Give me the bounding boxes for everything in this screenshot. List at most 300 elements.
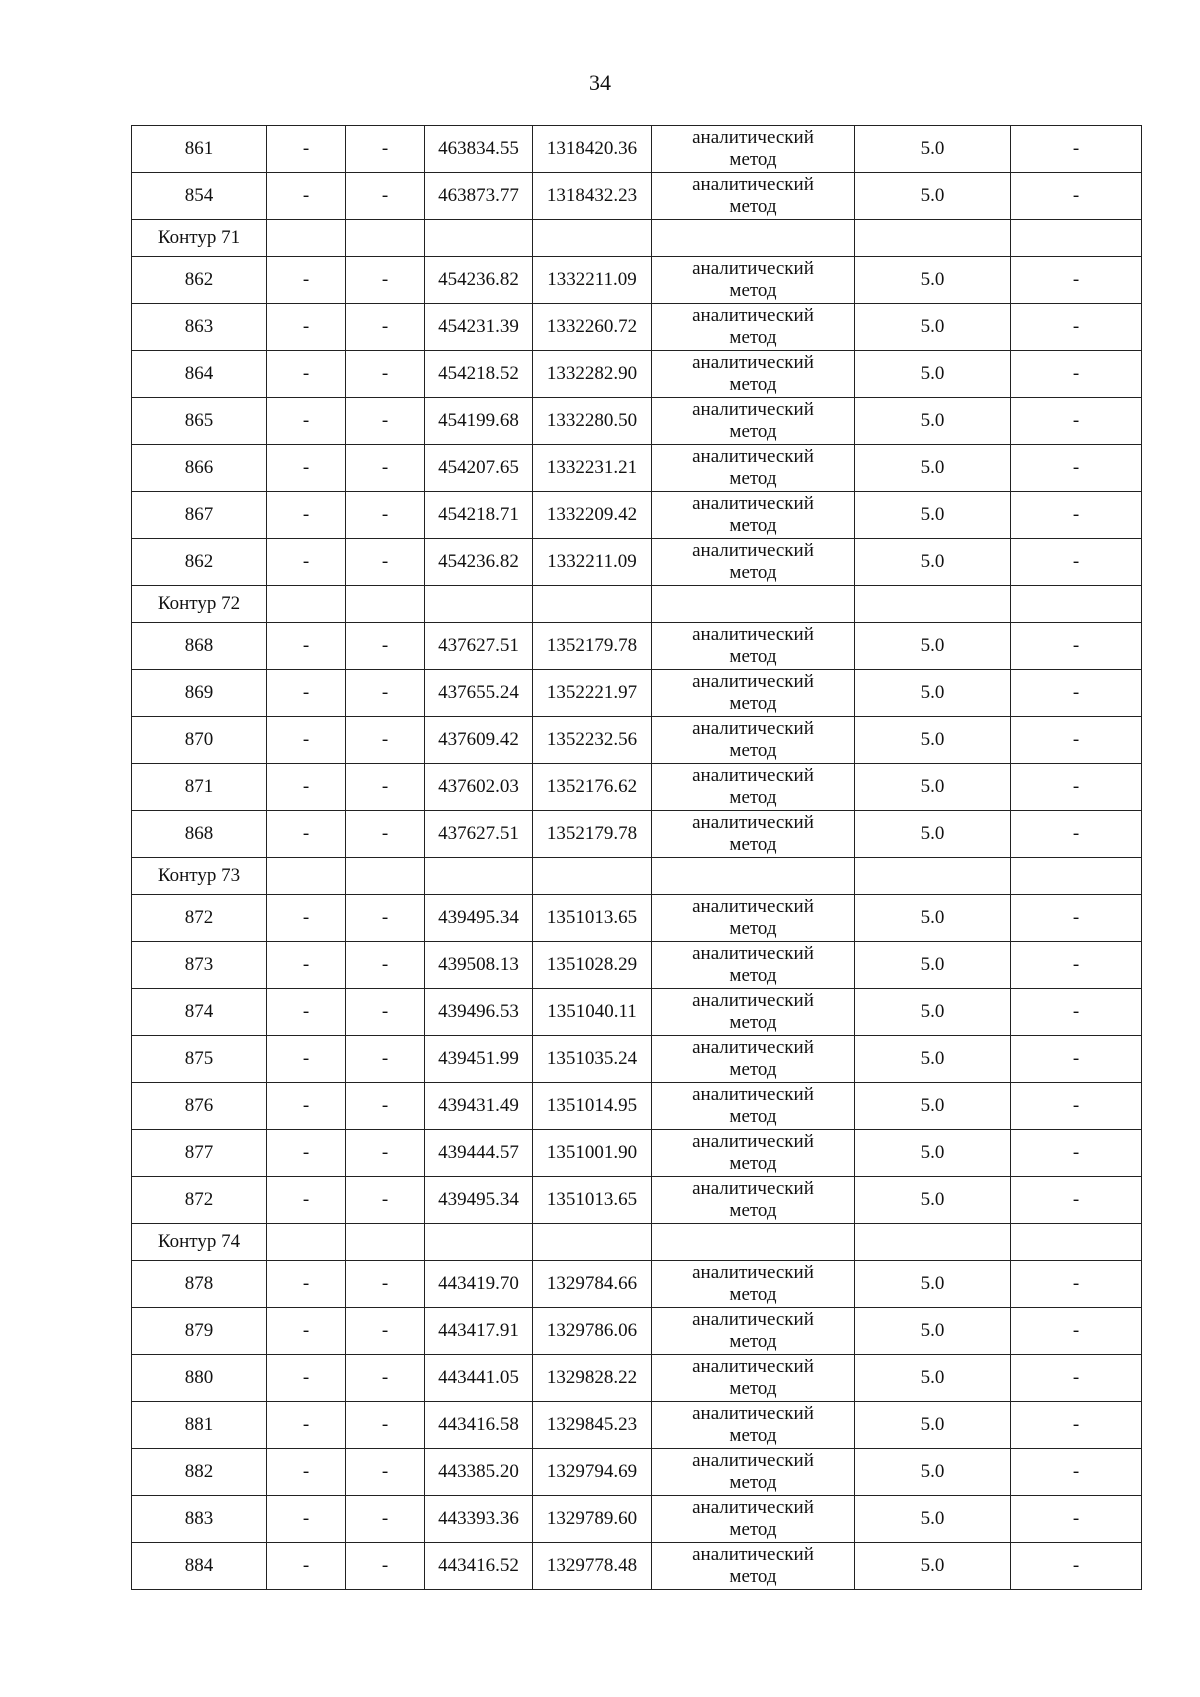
y-coordinate-cell: 1352176.62 <box>533 764 652 811</box>
method-line1: аналитический <box>692 812 814 833</box>
method-cell <box>652 895 855 942</box>
accuracy-cell: 5.0 <box>855 351 1011 398</box>
contour-header-row <box>132 1224 1142 1261</box>
point-number-cell: 868 <box>132 623 267 670</box>
point-number-cell: 871 <box>132 764 267 811</box>
y-coordinate-cell: 1351013.65 <box>533 1177 652 1224</box>
empty-cell <box>855 858 1011 895</box>
contour-header-row <box>132 220 1142 257</box>
point-number-cell: 854 <box>132 173 267 220</box>
method-line2: метод <box>729 1425 777 1446</box>
last-col-cell: - <box>1011 398 1142 445</box>
table-row <box>132 492 1142 539</box>
method-line1: аналитический <box>692 1084 814 1105</box>
method-line2: метод <box>729 374 777 395</box>
col3-cell: - <box>346 539 425 586</box>
table-row <box>132 1177 1142 1224</box>
method-line2: метод <box>729 1566 777 1587</box>
col3-cell: - <box>346 1543 425 1590</box>
method-cell <box>652 1402 855 1449</box>
table-row <box>132 1083 1142 1130</box>
x-coordinate-cell: 439451.99 <box>425 1036 533 1083</box>
x-coordinate-cell: 437602.03 <box>425 764 533 811</box>
accuracy-cell: 5.0 <box>855 1261 1011 1308</box>
last-col-cell: - <box>1011 1083 1142 1130</box>
method-line2: метод <box>729 1284 777 1305</box>
x-coordinate-cell: 454199.68 <box>425 398 533 445</box>
point-number-cell: 868 <box>132 811 267 858</box>
table-row <box>132 445 1142 492</box>
x-coordinate-cell: 437627.51 <box>425 623 533 670</box>
point-number-cell: 883 <box>132 1496 267 1543</box>
point-number-cell: 864 <box>132 351 267 398</box>
y-coordinate-cell: 1329828.22 <box>533 1355 652 1402</box>
method-line2: метод <box>729 1153 777 1174</box>
method-line1: аналитический <box>692 1403 814 1424</box>
col2-cell: - <box>267 257 346 304</box>
method-cell <box>652 126 855 173</box>
last-col-cell: - <box>1011 811 1142 858</box>
method-line2: метод <box>729 965 777 986</box>
last-col-cell: - <box>1011 670 1142 717</box>
accuracy-cell: 5.0 <box>855 1130 1011 1177</box>
accuracy-cell: 5.0 <box>855 257 1011 304</box>
table-row <box>132 764 1142 811</box>
empty-cell <box>652 858 855 895</box>
accuracy-cell: 5.0 <box>855 1543 1011 1590</box>
col2-cell: - <box>267 304 346 351</box>
method-line1: аналитический <box>692 1309 814 1330</box>
col2-cell: - <box>267 1496 346 1543</box>
col3-cell: - <box>346 1308 425 1355</box>
col2-cell: - <box>267 1036 346 1083</box>
x-coordinate-cell: 454236.82 <box>425 539 533 586</box>
method-line2: метод <box>729 1059 777 1080</box>
point-number-cell: 875 <box>132 1036 267 1083</box>
method-line1: аналитический <box>692 1544 814 1565</box>
method-cell <box>652 304 855 351</box>
last-col-cell: - <box>1011 1496 1142 1543</box>
y-coordinate-cell: 1329794.69 <box>533 1449 652 1496</box>
last-col-cell: - <box>1011 1308 1142 1355</box>
method-line1: аналитический <box>692 1497 814 1518</box>
method-cell <box>652 1130 855 1177</box>
method-cell <box>652 445 855 492</box>
method-line2: метод <box>729 1200 777 1221</box>
last-col-cell: - <box>1011 623 1142 670</box>
y-coordinate-cell: 1351028.29 <box>533 942 652 989</box>
col2-cell: - <box>267 351 346 398</box>
empty-cell <box>267 586 346 623</box>
method-line2: метод <box>729 1378 777 1399</box>
method-line1: аналитический <box>692 1178 814 1199</box>
point-number-cell: 861 <box>132 126 267 173</box>
point-number-cell: 882 <box>132 1449 267 1496</box>
last-col-cell: - <box>1011 1261 1142 1308</box>
method-line2: метод <box>729 787 777 808</box>
point-number-cell: 878 <box>132 1261 267 1308</box>
method-line1: аналитический <box>692 671 814 692</box>
table-row <box>132 1543 1142 1590</box>
col3-cell: - <box>346 1261 425 1308</box>
last-col-cell: - <box>1011 1543 1142 1590</box>
accuracy-cell: 5.0 <box>855 492 1011 539</box>
empty-cell <box>652 586 855 623</box>
table-row <box>132 1261 1142 1308</box>
empty-cell <box>267 858 346 895</box>
coordinates-table <box>131 125 1142 1590</box>
method-line2: метод <box>729 280 777 301</box>
method-cell <box>652 1261 855 1308</box>
x-coordinate-cell: 439444.57 <box>425 1130 533 1177</box>
x-coordinate-cell: 439495.34 <box>425 1177 533 1224</box>
point-number-cell: 880 <box>132 1355 267 1402</box>
empty-cell <box>267 1224 346 1261</box>
accuracy-cell: 5.0 <box>855 942 1011 989</box>
x-coordinate-cell: 463873.77 <box>425 173 533 220</box>
method-line1: аналитический <box>692 258 814 279</box>
method-line2: метод <box>729 421 777 442</box>
x-coordinate-cell: 443416.58 <box>425 1402 533 1449</box>
empty-cell <box>652 1224 855 1261</box>
accuracy-cell: 5.0 <box>855 811 1011 858</box>
point-number-cell: 862 <box>132 257 267 304</box>
col2-cell: - <box>267 942 346 989</box>
table-row <box>132 717 1142 764</box>
method-cell <box>652 1496 855 1543</box>
x-coordinate-cell: 437655.24 <box>425 670 533 717</box>
last-col-cell: - <box>1011 126 1142 173</box>
contour-label: Контур 74 <box>132 1224 267 1261</box>
method-line1: аналитический <box>692 540 814 561</box>
x-coordinate-cell: 454207.65 <box>425 445 533 492</box>
accuracy-cell: 5.0 <box>855 1036 1011 1083</box>
col2-cell: - <box>267 717 346 764</box>
y-coordinate-cell: 1318432.23 <box>533 173 652 220</box>
col2-cell: - <box>267 1402 346 1449</box>
col3-cell: - <box>346 764 425 811</box>
empty-cell <box>533 220 652 257</box>
empty-cell <box>1011 1224 1142 1261</box>
col2-cell: - <box>267 173 346 220</box>
last-col-cell: - <box>1011 1402 1142 1449</box>
col3-cell: - <box>346 257 425 304</box>
last-col-cell: - <box>1011 1177 1142 1224</box>
y-coordinate-cell: 1329786.06 <box>533 1308 652 1355</box>
col3-cell: - <box>346 398 425 445</box>
method-line1: аналитический <box>692 174 814 195</box>
x-coordinate-cell: 454218.52 <box>425 351 533 398</box>
x-coordinate-cell: 454218.71 <box>425 492 533 539</box>
method-line2: метод <box>729 196 777 217</box>
table-row <box>132 173 1142 220</box>
method-line2: метод <box>729 1519 777 1540</box>
method-line2: метод <box>729 1106 777 1127</box>
accuracy-cell: 5.0 <box>855 764 1011 811</box>
method-line1: аналитический <box>692 624 814 645</box>
accuracy-cell: 5.0 <box>855 173 1011 220</box>
col2-cell: - <box>267 492 346 539</box>
point-number-cell: 879 <box>132 1308 267 1355</box>
method-cell <box>652 351 855 398</box>
accuracy-cell: 5.0 <box>855 126 1011 173</box>
point-number-cell: 870 <box>132 717 267 764</box>
col2-cell: - <box>267 1261 346 1308</box>
empty-cell <box>855 586 1011 623</box>
accuracy-cell: 5.0 <box>855 304 1011 351</box>
empty-cell <box>1011 858 1142 895</box>
method-line1: аналитический <box>692 1131 814 1152</box>
last-col-cell: - <box>1011 942 1142 989</box>
empty-cell <box>346 1224 425 1261</box>
last-col-cell: - <box>1011 1130 1142 1177</box>
x-coordinate-cell: 439508.13 <box>425 942 533 989</box>
method-line1: аналитический <box>692 765 814 786</box>
last-col-cell: - <box>1011 1355 1142 1402</box>
last-col-cell: - <box>1011 445 1142 492</box>
point-number-cell: 881 <box>132 1402 267 1449</box>
y-coordinate-cell: 1352221.97 <box>533 670 652 717</box>
col3-cell: - <box>346 1402 425 1449</box>
col3-cell: - <box>346 670 425 717</box>
point-number-cell: 866 <box>132 445 267 492</box>
method-line2: метод <box>729 740 777 761</box>
col3-cell: - <box>346 492 425 539</box>
point-number-cell: 867 <box>132 492 267 539</box>
accuracy-cell: 5.0 <box>855 623 1011 670</box>
accuracy-cell: 5.0 <box>855 1308 1011 1355</box>
contour-header-row <box>132 586 1142 623</box>
table-row <box>132 398 1142 445</box>
x-coordinate-cell: 437627.51 <box>425 811 533 858</box>
col2-cell: - <box>267 1083 346 1130</box>
x-coordinate-cell: 439431.49 <box>425 1083 533 1130</box>
table-row <box>132 670 1142 717</box>
empty-cell <box>346 858 425 895</box>
empty-cell <box>652 220 855 257</box>
method-cell <box>652 539 855 586</box>
method-line2: метод <box>729 1331 777 1352</box>
method-cell <box>652 670 855 717</box>
method-line1: аналитический <box>692 305 814 326</box>
point-number-cell: 862 <box>132 539 267 586</box>
table-row <box>132 811 1142 858</box>
empty-cell <box>533 858 652 895</box>
x-coordinate-cell: 443385.20 <box>425 1449 533 1496</box>
empty-cell <box>346 586 425 623</box>
x-coordinate-cell: 439496.53 <box>425 989 533 1036</box>
method-line1: аналитический <box>692 1262 814 1283</box>
table-row <box>132 304 1142 351</box>
table-row <box>132 351 1142 398</box>
table-row <box>132 1449 1142 1496</box>
col2-cell: - <box>267 445 346 492</box>
method-cell <box>652 717 855 764</box>
x-coordinate-cell: 437609.42 <box>425 717 533 764</box>
method-line2: метод <box>729 918 777 939</box>
x-coordinate-cell: 443393.36 <box>425 1496 533 1543</box>
col2-cell: - <box>267 895 346 942</box>
point-number-cell: 872 <box>132 1177 267 1224</box>
last-col-cell: - <box>1011 717 1142 764</box>
x-coordinate-cell: 443441.05 <box>425 1355 533 1402</box>
col3-cell: - <box>346 1036 425 1083</box>
method-line1: аналитический <box>692 896 814 917</box>
method-line2: метод <box>729 149 777 170</box>
col2-cell: - <box>267 989 346 1036</box>
col2-cell: - <box>267 1177 346 1224</box>
empty-cell <box>855 220 1011 257</box>
point-number-cell: 876 <box>132 1083 267 1130</box>
accuracy-cell: 5.0 <box>855 1496 1011 1543</box>
table-row <box>132 1308 1142 1355</box>
point-number-cell: 877 <box>132 1130 267 1177</box>
accuracy-cell: 5.0 <box>855 398 1011 445</box>
table-row <box>132 942 1142 989</box>
point-number-cell: 873 <box>132 942 267 989</box>
method-cell <box>652 764 855 811</box>
col2-cell: - <box>267 811 346 858</box>
accuracy-cell: 5.0 <box>855 539 1011 586</box>
last-col-cell: - <box>1011 351 1142 398</box>
method-line1: аналитический <box>692 990 814 1011</box>
method-cell <box>652 1177 855 1224</box>
x-coordinate-cell: 454236.82 <box>425 257 533 304</box>
y-coordinate-cell: 1351001.90 <box>533 1130 652 1177</box>
method-cell <box>652 257 855 304</box>
y-coordinate-cell: 1352232.56 <box>533 717 652 764</box>
method-cell <box>652 1036 855 1083</box>
page-number: 34 <box>589 70 611 95</box>
col2-cell: - <box>267 1543 346 1590</box>
last-col-cell: - <box>1011 895 1142 942</box>
empty-cell <box>346 220 425 257</box>
method-line1: аналитический <box>692 1450 814 1471</box>
method-cell <box>652 1083 855 1130</box>
col2-cell: - <box>267 539 346 586</box>
accuracy-cell: 5.0 <box>855 1402 1011 1449</box>
method-line1: аналитический <box>692 1356 814 1377</box>
x-coordinate-cell: 443416.52 <box>425 1543 533 1590</box>
col3-cell: - <box>346 1355 425 1402</box>
col2-cell: - <box>267 1355 346 1402</box>
method-line2: метод <box>729 1472 777 1493</box>
table-row <box>132 895 1142 942</box>
table-row <box>132 1496 1142 1543</box>
y-coordinate-cell: 1351040.11 <box>533 989 652 1036</box>
y-coordinate-cell: 1332209.42 <box>533 492 652 539</box>
last-col-cell: - <box>1011 764 1142 811</box>
col2-cell: - <box>267 126 346 173</box>
table-row <box>132 126 1142 173</box>
last-col-cell: - <box>1011 989 1142 1036</box>
col2-cell: - <box>267 1308 346 1355</box>
empty-cell <box>1011 586 1142 623</box>
col3-cell: - <box>346 1496 425 1543</box>
last-col-cell: - <box>1011 1036 1142 1083</box>
method-line1: аналитический <box>692 493 814 514</box>
point-number-cell: 865 <box>132 398 267 445</box>
x-coordinate-cell: 443419.70 <box>425 1261 533 1308</box>
method-line1: аналитический <box>692 127 814 148</box>
accuracy-cell: 5.0 <box>855 670 1011 717</box>
y-coordinate-cell: 1332282.90 <box>533 351 652 398</box>
accuracy-cell: 5.0 <box>855 1177 1011 1224</box>
y-coordinate-cell: 1329784.66 <box>533 1261 652 1308</box>
col3-cell: - <box>346 126 425 173</box>
point-number-cell: 884 <box>132 1543 267 1590</box>
last-col-cell: - <box>1011 1449 1142 1496</box>
last-col-cell: - <box>1011 173 1142 220</box>
y-coordinate-cell: 1351013.65 <box>533 895 652 942</box>
col3-cell: - <box>346 942 425 989</box>
point-number-cell: 869 <box>132 670 267 717</box>
table-row <box>132 257 1142 304</box>
contour-label: Контур 73 <box>132 858 267 895</box>
table-row <box>132 623 1142 670</box>
col3-cell: - <box>346 304 425 351</box>
y-coordinate-cell: 1318420.36 <box>533 126 652 173</box>
table-row <box>132 1402 1142 1449</box>
method-line1: аналитический <box>692 399 814 420</box>
contour-label: Контур 71 <box>132 220 267 257</box>
table-row <box>132 1130 1142 1177</box>
y-coordinate-cell: 1332260.72 <box>533 304 652 351</box>
table-row <box>132 1036 1142 1083</box>
col3-cell: - <box>346 811 425 858</box>
method-cell <box>652 1355 855 1402</box>
col3-cell: - <box>346 895 425 942</box>
empty-cell <box>855 1224 1011 1261</box>
y-coordinate-cell: 1329778.48 <box>533 1543 652 1590</box>
x-coordinate-cell: 454231.39 <box>425 304 533 351</box>
method-cell <box>652 398 855 445</box>
method-cell <box>652 1449 855 1496</box>
accuracy-cell: 5.0 <box>855 895 1011 942</box>
method-line2: метод <box>729 327 777 348</box>
x-coordinate-cell: 443417.91 <box>425 1308 533 1355</box>
table-row <box>132 539 1142 586</box>
method-line2: метод <box>729 562 777 583</box>
x-coordinate-cell: 463834.55 <box>425 126 533 173</box>
col3-cell: - <box>346 173 425 220</box>
y-coordinate-cell: 1332280.50 <box>533 398 652 445</box>
col2-cell: - <box>267 623 346 670</box>
col3-cell: - <box>346 623 425 670</box>
contour-label: Контур 72 <box>132 586 267 623</box>
method-line1: аналитический <box>692 943 814 964</box>
empty-cell <box>425 586 533 623</box>
col3-cell: - <box>346 717 425 764</box>
col3-cell: - <box>346 351 425 398</box>
method-cell <box>652 173 855 220</box>
last-col-cell: - <box>1011 539 1142 586</box>
col2-cell: - <box>267 670 346 717</box>
last-col-cell: - <box>1011 257 1142 304</box>
y-coordinate-cell: 1352179.78 <box>533 811 652 858</box>
y-coordinate-cell: 1329789.60 <box>533 1496 652 1543</box>
col3-cell: - <box>346 989 425 1036</box>
col2-cell: - <box>267 1130 346 1177</box>
y-coordinate-cell: 1351035.24 <box>533 1036 652 1083</box>
last-col-cell: - <box>1011 492 1142 539</box>
method-line1: аналитический <box>692 718 814 739</box>
method-line2: метод <box>729 646 777 667</box>
col3-cell: - <box>346 1177 425 1224</box>
col3-cell: - <box>346 1083 425 1130</box>
y-coordinate-cell: 1332211.09 <box>533 539 652 586</box>
empty-cell <box>267 220 346 257</box>
